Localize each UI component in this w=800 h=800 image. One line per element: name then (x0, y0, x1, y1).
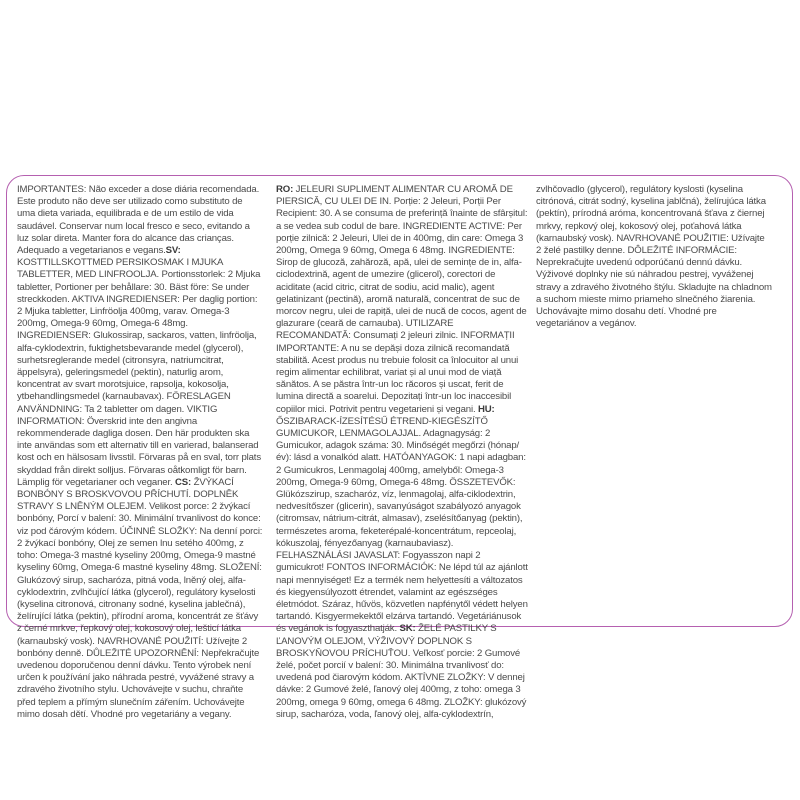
text-segment: IMPORTANTES: Não exceder a dose diária recomendada. Este produto não deve ser utilizado como substituto de uma dieta variada, equilibrada e de um estilo de vida saudável. Conservar num local fresco e seco, evitando a luz solar direta. Manter fora do alcance das crianças. Adequado a vegetarianos e vegans. (17, 184, 260, 257)
lang-code-hu: HU: (478, 403, 495, 415)
lang-code-ro: RO: (276, 184, 294, 195)
lang-code-sk: SK: (399, 623, 416, 635)
lang-code-sv: SV: (165, 245, 181, 257)
text-segment: ŽVÝKACÍ BONBÓNY S BROSKVOVOU PŘÍCHUTÍ. DOPLNĚK STRAVY S LNĚNÝM OLEJEM. Velikost porce: 2 žvýkací bonbóny, Porcí v balení: 30. Minimální trvanlivost do konce: viz pod čárovým kódem. ÚČINNÉ SLOŽKY: Na denní porci: 2 žvýkací bonbóny, Olej ze semen lnu setého 400mg, z toho: Omega-3 mastné kyseliny 200mg, Omega-9 mastné kyseliny 60mg, Omega-6 mastné kyseliny 48mg. SLOŽENÍ: Glukózový sirup, sacharóza, pitná voda, lněný olej, alfa-cyklodextrin, zvlhčující látka (glycerol), regulátory kyselosti (kyselina citronová, citronany sodné, kyselina jablečná), želírující látka (pektin), přírodní aroma, koncentrát ze šťávy z černé mrkve, řepkový olej, kokosový olej, lešticí látka (karnaubský vosk). NAVRHOVANÉ POUŽITÍ: Užívejte 2 bonbóny denně. DŮLEŽITÉ UPOZORNĚNÍ: Nepřekračujte uvedenou doporučenou denní dávku. Tento výrobek není určen k používání jako náhrada pestré, vyvážené stravy a zdravého životního stylu. Uchovávejte v suchu, chraňte před teplem a přímým slunečním zářením. Uchovávejte mimo dosah dětí. Vhodné pro vegetariány a vegany. (17, 476, 263, 720)
text-column-3 (536, 184, 772, 330)
text-segment: ŽELÉ PASTILKY S ĽANOVÝM OLEJOM, VÝŽIVOVÝ DOPLNOK S BROSKYŇOVOU PRÍCHUŤOU. Veľkosť porcie: 2 Gumové želé, počet porcií v balení: 30. Minimálna trvanlivosť do: uvedená pod čiarovým kódom. AKTÍVNE ZLOŽKY: V dennej dávke: 2 Gumové želé, ľanový olej 400mg, z toho: omega 3 200mg, omega 9 60mg, omega 6 48mg. ZLOŽKY: glukózový sirup, sacharóza, voda, ľanový olej, alfa-cyklodextrín, (276, 623, 527, 720)
text-column-1 (17, 184, 263, 721)
lang-code-cs: CS: (175, 476, 192, 488)
text-segment: ŐSZIBARACK-ÍZESÍTÉSŰ ÉTREND-KIEGÉSZÍTŐ GUMICUKOR, LENMAGOLAJJAL. Adagnagyság: 2 Gumicukor, adagok száma: 30. Minőségét megőrzi (hónap/év): lásd a vonalkód alatt. HATÓANYAGOK: 1 napi adagban: 2 Gumicukros, Lenmagolaj 400mg, amelyből: Omega-3 200mg, Omega-9 60mg, Omega-6 48mg. ÖSSZETEVŐK: Glükózszirup, szacharóz, víz, lenmagolaj, alfa-ciklodextrin, nedvesítőszer (glicerin), savanyúságot szabályozó anyagok (citromsav, nátrium-citrát, almasav), zselésítőanyag (pektin), természetes aroma, feketerépalé-koncentrátum, repceolaj, kókuszolaj, fényezőanyag (karnaubaviasz). FELHASZNÁLÁSI JAVASLAT: Fogyasszon napi 2 gumicukrot! FONTOS INFORMÁCIÓK: Ne lépd túl az ajánlott napi mennyiséget! Ez a termék nem helyettesíti a változatos és kiegyensúlyozott étrendet, valamint az egészséges életmódot. Száraz, hűvös, közvetlen napfénytől védett helyen tartandó. Kisgyermekektől elzárva tartandó. Vegetáriánusok és vegánok is fogyaszthatják. (276, 415, 528, 635)
text-segment: KOSTTILLSKOTTMED PERSIKOSMAK I MJUKA TABLETTER, MED LINFROOLJA. Portionsstorlek: 2 Mjuka tabletter, Portioner per behållare: 30. Bäst före: Se under streckkoden. AKTIVA INGREDIENSER: Per daglig portion: 2 Mjuka tabletter, Linfröolja 400mg, varav. Omega-3 200mg, Omega-9 60mg, Omega-6 48mg. INGREDIENSER: Glukossirap, sackaros, vatten, linfröolja, alfa-cyklodextrin, fuktighetsbevarande medel (glycerol), surhetsreglerande medel (citronsyra, natriumcitrat, äppelsyra), geleringsmedel (pektin), naturlig arom, koncentrat av svart morotsjuice, rapsolja, kokosolja, ytbehandlingsmedel (karnaubavax). FÖRESLAGEN ANVÄNDNING: Ta 2 tabletter om dagen. VIKTIG INFORMATION: Överskrid inte den angivna rekommenderade dagliga dosen. Den här produkten ska inte användas som ett alternativ till en varierad, balanserad kost och en hälsosam livsstil. Förvaras på en sval, torr plats skyddad från direkt solljus. Förvaras oåtkomligt för barn. Lämplig för vegetarianer och veganer. (17, 257, 261, 488)
text-segment: JELEURI SUPLIMENT ALIMENTAR CU AROMĂ DE PIERSICĂ, CU ULEI DE IN. Porție: 2 Jeleuri, Porții Per Recipient: 30. A se consuma de preferință înainte de sfârșitul: a se vedea sub codul de bare. INGREDIENTE ACTIVE: Per porție zilnică: 2 Jeleuri, Ulei de in 400mg, din care: Omega 3 200mg, Omega 9 60mg, Omega 6 48mg. INGREDIENTE: Sirop de glucoză, zahăroză, apă, ulei de semințe de in, alfa-ciclodextrină, agent de umezire (glicerol), corectori de aciditate (acid citric, citrat de sodiu, acid malic), agent gelatinizant (pectină), aromă naturală, concentrat de suc de morcov negru, ulei de rapiță, ulei de nucă de cocos, agent de glazurare (ceară de carnauba). UTILIZARE RECOMANDATĂ: Consumați 2 jeleuri zilnic. INFORMAȚII IMPORTANTE: A nu se depăși doza zilnică recomandată stabilită. Acest produs nu trebuie folosit ca înlocuitor al unui regim alimentar echilibrat, variat și al unui mod de viață sănătos. A se păstra într-un loc răcoros și uscat, ferit de lumina directă a soarelui. Depozitați într-un loc inaccesibil copiilor mici. Potrivit pentru vegetarieni și vegani. (276, 184, 528, 415)
text-segment: zvlhčovadlo (glycerol), regulátory kyslosti (kyselina citrónová, citrát sodný, kyselina jablčná), želírujúca látka (pektín), prírodná aróma, koncentrovaná šťava z čiernej mrkvy, repkový olej, kokosový olej, poťahová látka (karnaubský vosk). NAVRHOVANÉ POUŽITIE: Užívajte 2 želé pastilky denne. DÔLEŽITÉ INFORMÁCIE: Neprekračujte uvedenú odporúčanú dennú dávku. Výživové doplnky nie sú náhradou pestrej, vyváženej stravy a zdravého životného štýlu. Skladujte na chladnom a suchom mieste mimo priameho slnečného žiarenia. Uchovávajte mimo dosahu detí. Vhodné pre vegetariánov a vegánov. (536, 184, 772, 330)
text-column-2 (276, 184, 528, 721)
